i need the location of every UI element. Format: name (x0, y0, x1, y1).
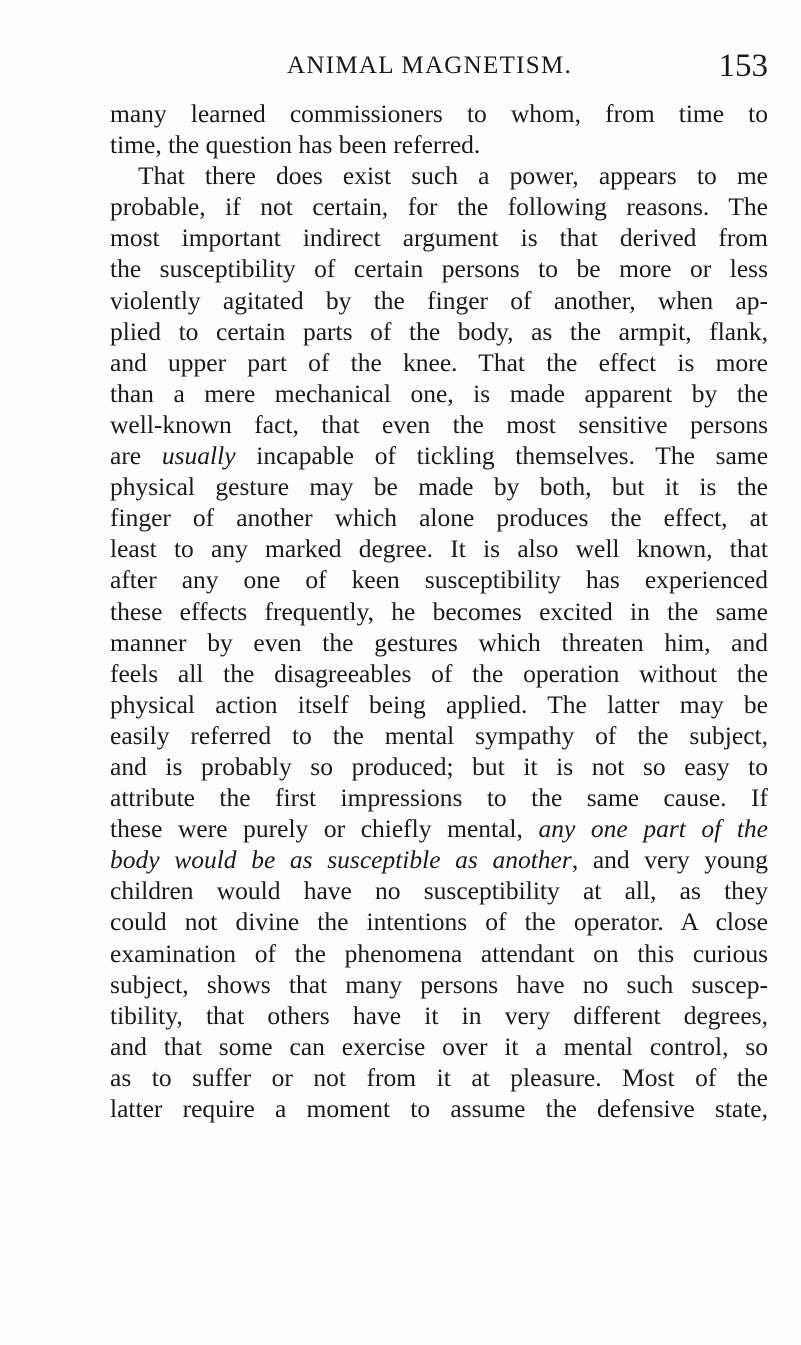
text-line: many learned commissioners to whom, from time to (110, 99, 768, 128)
text-line: probable, if not certain, for the following reasons. The (110, 192, 768, 222)
text-line: least to any marked degree. It is also well known, that (110, 534, 768, 564)
text-line: attribute the first impressions to the same cause. If (110, 783, 768, 813)
text-line: time, the question has been referred. (110, 130, 481, 160)
text-line: manner by even the gestures which threaten him, and (110, 627, 768, 657)
text-line: than a mere mechanical one, is made apparent by the (110, 378, 768, 408)
text-line: after any one of keen susceptibility has experienced (110, 565, 768, 595)
text-line: tibility, that others have it in very different degrees, (110, 1000, 768, 1030)
text-segment: are (110, 441, 142, 471)
italic-text: body would be as susceptible as another (110, 845, 572, 875)
text-segment: these were purely or chiefly mental, (110, 814, 523, 844)
text-line: subject, shows that many persons have no such suscep- (110, 969, 768, 999)
page-number: 153 (718, 48, 768, 84)
italic-text: any one part of the (538, 814, 769, 844)
text-line: easily referred to the mental sympathy of the subject, (110, 720, 768, 750)
text-line: violently agitated by the finger of another, when ap- (110, 285, 768, 315)
text-line: these effects frequently, he becomes excited in the same (110, 596, 768, 626)
italic-text: usually (161, 441, 236, 471)
text-line: the susceptibility of certain persons to be more or less (110, 254, 768, 284)
text-line: feels all the disagreeables of the operation without the (110, 658, 768, 688)
text-line: physical action itself being applied. The latter may be (110, 689, 768, 719)
page-header (110, 46, 768, 86)
text-line: could not divine the intentions of the operator. A close (110, 907, 768, 937)
text-line: latter require a moment to assume the defensive state, (110, 1094, 768, 1123)
text-line: and upper part of the knee. That the effect is more (110, 347, 768, 377)
text-segment: , and very young (571, 845, 768, 875)
text-line: most important indirect argument is that derived from (110, 223, 768, 253)
text-line: and that some can exercise over it a mental control, so (110, 1031, 768, 1061)
text-line: children would have no susceptibility at all, as they (110, 876, 768, 906)
text-line: well-known fact, that even the most sensitive persons (110, 409, 768, 439)
text-line: examination of the phenomena attendant on this curious (110, 938, 768, 968)
text-line: as to suffer or not from it at pleasure. Most of the (110, 1062, 768, 1092)
text-line: finger of another which alone produces the effect, at (110, 503, 768, 533)
text-line (110, 813, 768, 844)
text-line: plied to certain parts of the body, as the armpit, flank, (110, 316, 768, 346)
text-segment: incapable of tickling themselves. The same (256, 441, 769, 471)
text-line (110, 440, 768, 471)
text-line: and is probably so produced; but it is not so easy to (110, 751, 768, 781)
running-title: ANIMAL MAGNETISM. (287, 52, 573, 79)
text-line (110, 844, 768, 875)
body-text (110, 98, 768, 1124)
text-line: physical gesture may be made by both, but it is the (110, 472, 768, 502)
text-line: That there does exist such a power, appears to me (138, 161, 768, 191)
